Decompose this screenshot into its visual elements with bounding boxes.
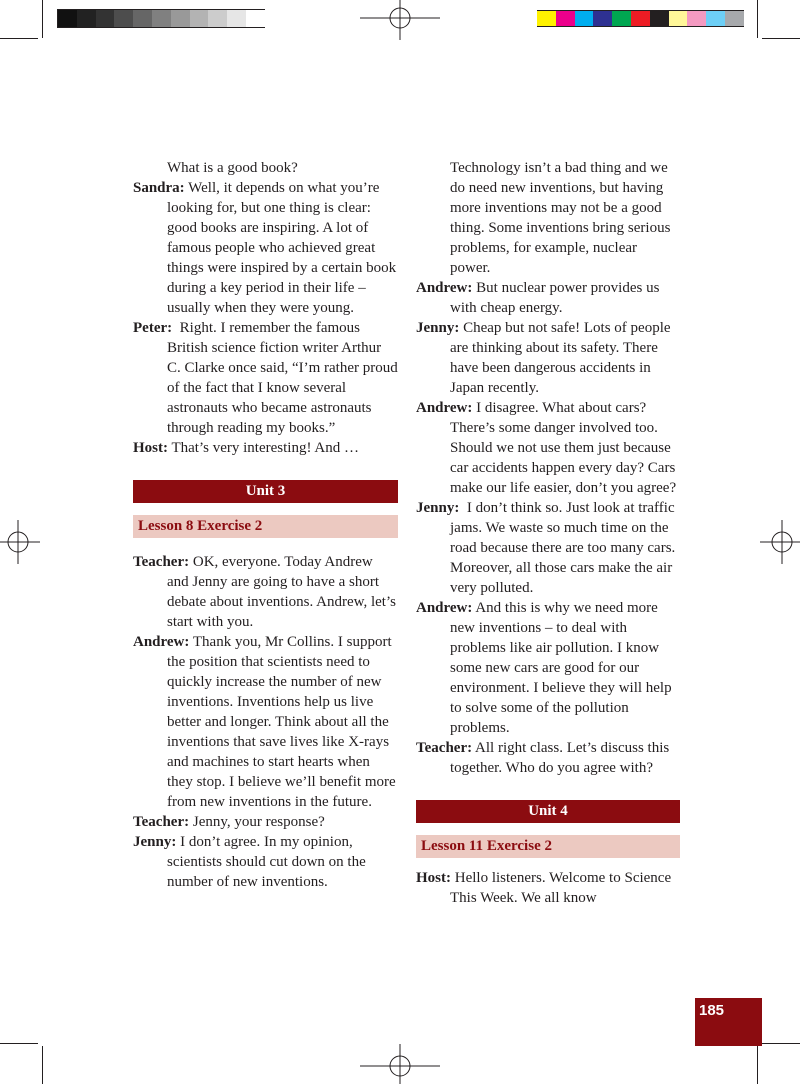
dialogue-line bbox=[133, 832, 398, 892]
dialogue-line bbox=[416, 278, 680, 318]
color-swatch bbox=[669, 10, 688, 27]
color-swatch bbox=[612, 10, 631, 27]
unit-heading: Unit 4 bbox=[416, 800, 680, 823]
gray-swatch bbox=[171, 10, 190, 27]
dialogue-text: Right. I remember the famous British science fiction writer Arthur C. Clarke once said, “I’m rather proud of the fact that I know several astronauts who became astronauts through reading my books.” bbox=[167, 320, 398, 436]
color-swatch bbox=[631, 10, 650, 27]
dialogue-line bbox=[416, 868, 680, 908]
registration-mark-left bbox=[0, 520, 40, 564]
dialogue-text: Hello listeners. Welcome to Science This Week. We all know bbox=[450, 870, 672, 906]
dialogue-line bbox=[133, 632, 398, 812]
dialogue-line bbox=[416, 738, 680, 778]
crop-mark bbox=[757, 1046, 758, 1084]
dialogue-text: Jenny, your response? bbox=[192, 814, 325, 830]
dialogue-text: I don’t agree. In my opinion, scientists should cut down on the number of new inventions. bbox=[167, 834, 366, 890]
speaker-name: Andrew: bbox=[416, 400, 473, 416]
speaker-name: Teacher: bbox=[133, 814, 190, 830]
speaker-name: Teacher: bbox=[133, 554, 190, 570]
color-swatch bbox=[537, 10, 556, 27]
dialogue-line bbox=[133, 178, 398, 318]
crop-mark bbox=[0, 38, 38, 39]
dialogue-line bbox=[133, 552, 398, 632]
gray-swatch bbox=[114, 10, 133, 27]
crop-mark bbox=[42, 0, 43, 38]
speaker-name: Host: bbox=[133, 440, 168, 456]
continued-text: Technology isn’t a bad thing and we do need new inventions, but having more inventions may not be a good thing. Some inventions bring serious problems, for example, nuclear power. bbox=[450, 160, 671, 276]
dialogue-line bbox=[133, 812, 398, 832]
registration-mark-bottom bbox=[360, 1044, 440, 1084]
gray-swatch bbox=[133, 10, 152, 27]
gray-swatch bbox=[58, 10, 77, 27]
dialogue-text: Thank you, Mr Collins. I support the position that scientists need to quickly increase the number of new inventions. Inventions help us live better and longer. Think about all the inventions that save lives like X-rays and machines to start hearts when they stop. I believe we’ll benefit more from new inventions in the future. bbox=[167, 634, 396, 810]
dialogue-text: I disagree. What about cars? There’s some danger involved too. Should we not use them just because car accidents happen every day? Cars make our life easier, don’t you agree? bbox=[450, 400, 677, 496]
crop-mark bbox=[762, 1043, 800, 1044]
page-number-box bbox=[695, 998, 762, 1046]
color-swatch bbox=[556, 10, 575, 27]
dialogue-line bbox=[416, 498, 680, 598]
color-swatch bbox=[575, 10, 594, 27]
gray-swatch bbox=[96, 10, 115, 27]
dialogue-text: And this is why we need more new inventions – to deal with problems like air pollution. I know some new cars are good for our environment. I believe they will help to solve some of the pollution problems. bbox=[450, 600, 672, 736]
gray-swatch bbox=[77, 10, 96, 27]
dialogue-line bbox=[133, 318, 398, 438]
speaker-name: Jenny: bbox=[416, 500, 460, 516]
left-column bbox=[133, 158, 398, 892]
speaker-name: Peter: bbox=[133, 320, 173, 336]
lesson-heading: Lesson 11 Exercise 2 bbox=[416, 835, 680, 858]
speaker-name: Jenny: bbox=[133, 834, 177, 850]
dialogue-text: But nuclear power provides us with cheap energy. bbox=[450, 280, 660, 316]
crop-mark bbox=[42, 1046, 43, 1084]
dialogue-line bbox=[416, 598, 680, 738]
gray-swatch bbox=[246, 10, 265, 27]
crop-mark bbox=[762, 38, 800, 39]
color-swatch bbox=[706, 10, 725, 27]
right-column bbox=[416, 158, 680, 908]
speaker-name: Andrew: bbox=[133, 634, 190, 650]
registration-mark-right bbox=[760, 520, 800, 564]
dialogue-text: All right class. Let’s discuss this together. Who do you agree with? bbox=[450, 740, 670, 776]
crop-mark bbox=[0, 1043, 38, 1044]
dialogue-text: Cheap but not safe! Lots of people are thinking about its safety. There have been dangerous accidents in Japan recently. bbox=[450, 320, 671, 396]
speaker-name: Teacher: bbox=[416, 740, 473, 756]
dialogue-line bbox=[416, 318, 680, 398]
speaker-name: Host: bbox=[416, 870, 451, 886]
page-number: 185 bbox=[699, 1002, 725, 1019]
registration-mark-top bbox=[360, 0, 440, 40]
dialogue-text: I don’t think so. Just look at traffic jams. We waste so much time on the road because there are too many cars. Moreover, all those cars make the air very polluted. bbox=[450, 500, 676, 596]
speaker-name: Sandra: bbox=[133, 180, 185, 196]
color-swatch bbox=[593, 10, 612, 27]
gray-swatch bbox=[208, 10, 227, 27]
gray-swatch bbox=[190, 10, 209, 27]
speaker-name: Jenny: bbox=[416, 320, 460, 336]
dialogue-text: That’s very interesting! And … bbox=[171, 440, 359, 456]
dialogue-text: OK, everyone. Today Andrew and Jenny are going to have a short debate about inventions. Andrew, let’s start with you. bbox=[167, 554, 396, 630]
gray-swatch bbox=[152, 10, 171, 27]
unit-heading: Unit 3 bbox=[133, 480, 398, 503]
color-swatch bbox=[650, 10, 669, 27]
color-swatch bbox=[687, 10, 706, 27]
gray-swatch bbox=[227, 10, 246, 27]
dialogue-text: Well, it depends on what you’re looking for, but one thing is clear: good books are inspiring. A lot of famous people who achieved great things were inspired by a certain book during a key period in their life – usually when they were young. bbox=[167, 180, 397, 316]
dialogue-line bbox=[133, 438, 398, 458]
continued-text: What is a good book? bbox=[167, 160, 298, 176]
crop-mark bbox=[757, 0, 758, 38]
color-swatch bbox=[725, 10, 744, 27]
dialogue-line bbox=[416, 398, 680, 498]
lesson-heading: Lesson 8 Exercise 2 bbox=[133, 515, 398, 538]
speaker-name: Andrew: bbox=[416, 280, 473, 296]
speaker-name: Andrew: bbox=[416, 600, 473, 616]
